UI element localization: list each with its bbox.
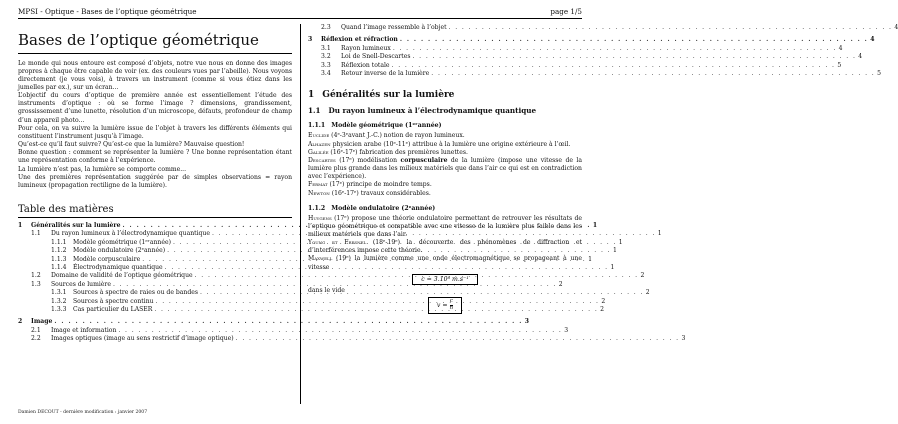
history-text: physicien arabe (10ᵉ-11ᵉ) attribue à la lumière une origine extérieure à l’œil. <box>330 140 571 148</box>
scientist-name: Euclide <box>308 132 330 140</box>
toc-entry-page: 1 <box>657 230 662 238</box>
subsubsection-title: Modèle géométrique (1ᵉʳannée) <box>331 122 442 130</box>
toc-entry-number: 1.3 <box>31 280 41 288</box>
toc-entry-page: 1 <box>612 247 617 255</box>
toc-entry-page: 1 <box>588 255 592 263</box>
intro-paragraph: L’objectif du cours d’optique de première année est essentiellement l’étude des instruments d’optique : où se forme l’image ? dimensions, grandissement, grossissement d’une lunette, résolution d’un microscope, défauts, profondeur de champ d’un appareil photo... <box>18 92 292 124</box>
toc-leader-dots <box>429 70 877 78</box>
history-line <box>308 141 582 149</box>
history-text: (18ᵉ-19ᵉ) la découverte des phénomènes de diffraction et d’interférences impose cette théorie. <box>308 239 583 255</box>
intro-paragraph: Une des premières représentation suggérée par de simples observations = rayon lumineux (propagation rectiligne de la lumière). <box>18 173 292 189</box>
toc-entry-page: 4 <box>870 36 875 44</box>
title-rule <box>18 53 292 54</box>
fraction <box>450 299 454 312</box>
toc-entry-title: Cas particulier du LASER <box>73 306 153 314</box>
subsection-heading <box>308 106 582 115</box>
vacuum-note: dans le vide <box>308 286 345 294</box>
formula-box: c = 3.10⁸ m.s⁻¹ <box>412 274 478 285</box>
toc-entry-title: Réflexion totale <box>341 61 390 69</box>
toc-title: Table des matières <box>18 204 114 215</box>
toc-entry[interactable] <box>18 297 606 306</box>
history-text: (16ᵉ-17ᵉ) travaux considérables. <box>329 189 431 197</box>
toc-entry-number: 1.1.1 <box>51 238 67 246</box>
scientist-name: Maxwell <box>308 255 333 263</box>
toc-entry[interactable] <box>18 280 563 289</box>
toc-entry-title: Retour inverse de la lumière <box>341 70 430 78</box>
toc-entry-number: 1.1 <box>31 230 41 238</box>
history-text: (17ᵉ) propose une théorie ondulatoire permettant de retrouver les résultats de l’optique géométrique et compatible avec une vitesse de la lumière plus faible dans les milieux matériels que dans l’air. <box>308 214 582 238</box>
history-line <box>308 215 582 239</box>
toc-entry[interactable] <box>18 222 598 230</box>
history-line <box>308 181 582 189</box>
toc-entry[interactable] <box>308 53 863 61</box>
scientist-name: Galilée <box>308 148 329 156</box>
toc-entry-page: 4 <box>838 44 843 52</box>
toc-entry-title: Sources à spectre de raies ou de bandes <box>73 289 198 297</box>
intro-paragraph: Qu’est-ce qu’il faut suivre? Qu’est-ce que la lumière? Mauvaise question! <box>18 141 245 149</box>
toc-rule <box>18 217 292 218</box>
toc-entry-number: 1 <box>18 222 23 229</box>
history-text: (19ᵉ) la lumière comme une onde électromagnétique se propageant à une vitesse <box>308 255 582 271</box>
toc-entry-page: 2 <box>558 280 563 288</box>
toc-entry-page: 5 <box>837 61 842 69</box>
toc-entry-number: 1.1.3 <box>51 255 67 263</box>
toc-entry-number: 3.3 <box>321 61 331 69</box>
history-text: (17ᵉ) modélisation <box>335 156 401 164</box>
intro-paragraph: Pour cela, on va suivre la lumière issue de l’objet à travers les différents éléments qui constituent l’instrument jusqu’à l’image. <box>18 124 292 140</box>
toc-entry-title: Réflexion et réfraction <box>321 36 398 44</box>
intro-paragraph: Bonne question : comment se représenter la lumière ? Une bonne représentation étant une représentation conforme à l’expérience. <box>18 149 292 165</box>
formula-box <box>428 297 462 314</box>
intro-paragraph: La lumière n’est pas, la lumière se comporte comme... <box>18 165 187 173</box>
toc-entry-page: 4 <box>858 53 863 61</box>
header-rule <box>18 18 582 19</box>
toc-entry-number: 3.1 <box>321 44 331 52</box>
toc-entry-title: Loi de Snell-Descartes <box>341 53 411 61</box>
toc-entry-number: 1.3.1 <box>51 289 67 297</box>
scientist-name: Young et Fresnel <box>308 239 367 247</box>
toc-entry-title: Rayon lumineux <box>341 44 391 52</box>
subsection-title: Du rayon lumineux à l’électrodynamique quantique <box>328 106 537 116</box>
page-number: page 1/5 <box>550 7 582 16</box>
toc-leader-dots <box>410 53 858 61</box>
toc-entry-page: 2 <box>600 306 605 314</box>
toc-entry[interactable] <box>18 230 662 238</box>
toc-entry[interactable] <box>308 61 842 70</box>
toc-entry-page: 1 <box>618 238 623 246</box>
toc-leader-dots <box>391 45 839 53</box>
running-header-title: MPSI - Optique - Bases de l’optique géométrique <box>18 7 197 16</box>
toc-entry-page: 2 <box>601 297 606 305</box>
right-column <box>308 24 898 316</box>
introduction <box>18 60 292 191</box>
toc-leader-dots <box>116 327 564 335</box>
toc-entry[interactable] <box>308 70 882 78</box>
section-number: 1 <box>308 90 315 101</box>
toc-entry-number: 1.3.2 <box>51 297 67 305</box>
subsubsection-number: 1.1.1 <box>308 122 326 130</box>
scientist-name: Newton <box>308 189 330 197</box>
footer-note: Damien DECOUT - dernière modification : janvier 2007 <box>18 410 148 415</box>
toc-leader-dots <box>447 24 895 32</box>
speed-of-light-formula <box>308 274 582 285</box>
toc-entry-title: Sources de lumière <box>51 280 111 288</box>
toc-entry-title: Images optiques (image au sens restrictif d’image optique) <box>51 335 234 343</box>
fraction-numerator: c <box>449 297 453 304</box>
scientist-name: Huygens <box>308 214 332 222</box>
subsubsection-title: Modèle ondulatoire (2ᵉannée) <box>331 204 436 212</box>
emphasis-term: corpusculaire <box>400 156 448 164</box>
fraction-denominator: n <box>449 304 454 311</box>
toc-entry-page: 3 <box>524 318 530 326</box>
toc-leader-dots <box>390 62 838 70</box>
toc-entry[interactable] <box>18 264 615 272</box>
scientist-name: Fermat <box>308 181 328 189</box>
document-title: Bases de l’optique géométrique <box>18 31 259 49</box>
history-text: (17ᵉ) principe de moindre temps. <box>327 181 432 189</box>
toc-entry-title: Modèle corpusculaire <box>73 255 141 263</box>
toc-entry[interactable] <box>18 318 530 326</box>
toc-entry-page: 1 <box>592 222 598 229</box>
toc-entry-number: 2.1 <box>31 326 41 334</box>
toc-entry-title: Image <box>31 318 53 326</box>
toc-entry-page: 5 <box>877 70 882 78</box>
column-divider <box>300 24 301 404</box>
subsection-number: 1.1 <box>308 106 321 116</box>
toc-entry-page: 3 <box>681 335 686 343</box>
toc-leader-dots <box>52 318 524 326</box>
subsubsection-heading <box>308 122 582 129</box>
toc-entry[interactable] <box>18 306 605 314</box>
history-line <box>308 149 582 157</box>
history-line <box>308 255 582 271</box>
toc-entry-number: 3.2 <box>321 53 331 61</box>
toc-entry-page: 3 <box>564 326 569 334</box>
scientist-name: Alhazen <box>308 140 331 148</box>
toc-entry-number: 2.3 <box>321 24 331 31</box>
toc-entry-title: Image et information <box>51 326 117 334</box>
toc-entry[interactable] <box>308 36 875 44</box>
history-text: de la lumière (impose une vitesse de la lumière plus grande dans les milieux matériels que dans l’air ce qui est en contradiction avec l’expérience). <box>308 156 582 181</box>
subsubsection-number: 1.1.2 <box>308 204 326 212</box>
section-heading <box>308 90 582 100</box>
toc-entry-title: Électrodynamique quantique <box>73 264 163 272</box>
section-title: Généralités sur la lumière <box>322 90 455 101</box>
toc-entry-title: Généralités sur la lumière <box>31 222 121 229</box>
history-line <box>308 157 582 181</box>
toc-entry-number: 3.4 <box>321 70 331 78</box>
toc-entry-number: 2 <box>18 318 23 326</box>
toc-entry-number: 1.1.4 <box>51 264 67 272</box>
toc-entry-number: 1.3.3 <box>51 306 67 314</box>
scientist-name: Descartes <box>308 156 336 164</box>
toc-leader-dots <box>234 335 682 343</box>
toc-entry-number: 1.1.2 <box>51 247 67 255</box>
toc-entry-number: 1.2 <box>31 272 41 280</box>
toc-entry[interactable] <box>308 44 843 53</box>
toc-entry-page: 1 <box>610 264 615 272</box>
toc-entry-title: Domaine de validité de l’optique géométrique <box>51 272 193 280</box>
toc-entry-page: 2 <box>640 272 645 280</box>
history-text: (4ᵉ-3ᵉavant J.-C.) notion de rayon lumineux. <box>329 132 465 140</box>
toc-entry-title: Modèle géométrique (1ᵉʳannée) <box>73 238 171 246</box>
history-line <box>308 190 582 198</box>
table-of-contents-continued <box>308 24 898 78</box>
toc-entry-number: 3 <box>308 36 313 44</box>
toc-entry[interactable] <box>18 335 686 343</box>
refraction-speed-formula <box>308 297 582 314</box>
formula-lhs: v = <box>436 301 448 309</box>
toc-entry-title: Du rayon lumineux à l’électrodynamique quantique <box>51 230 210 238</box>
toc-entry-number: 2.2 <box>31 335 41 343</box>
toc-entry[interactable] <box>308 24 898 32</box>
subsubsection-heading <box>308 205 582 212</box>
toc-entry-title: Quand l’image ressemble à l’objet <box>341 24 447 31</box>
intro-paragraph: Le monde qui nous entoure est composé d’objets, notre vue nous en donne des images propres à chaque être capable de voir (ex. des couleurs vues par l’abeille). Nous voyons directement (je vous vois), à travers un instrument (comme si vous étiez dans les jumelles par ex.), sur un écran... <box>18 59 292 91</box>
toc-entry-page: 4 <box>894 24 898 31</box>
toc-entry[interactable] <box>18 326 569 335</box>
toc-entry-title: Modèle ondulatoire (2ᵉannée) <box>73 247 166 255</box>
toc-entry-title: Sources à spectre continu <box>73 297 154 305</box>
history-text: (16ᵉ-17ᵉ) fabrication des premières lunettes. <box>328 148 468 156</box>
history-line <box>308 132 582 140</box>
toc-leader-dots <box>398 36 870 44</box>
toc-entry-page: 2 <box>645 289 650 297</box>
history-line <box>308 239 582 255</box>
